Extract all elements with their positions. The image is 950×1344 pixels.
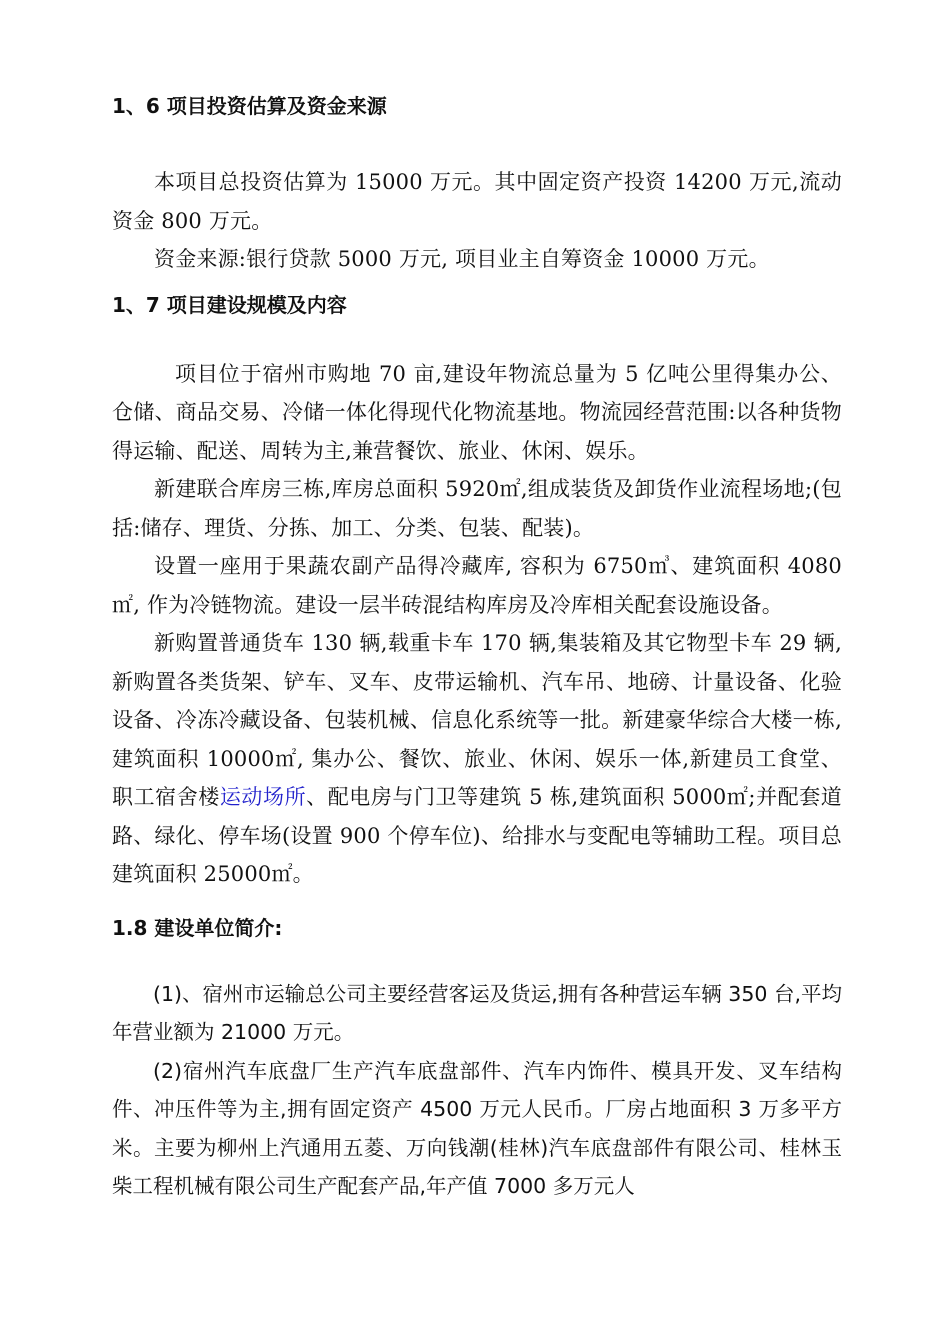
section-heading-1-7: 1、7 项目建设规模及内容 bbox=[112, 292, 347, 317]
paragraph-project-location: 项目位于宿州市购地 70 亩,建设年物流总量为 5 亿吨公里得集办公、仓储、商品交易、冷储一体化得现代化物流基地。物流园经营范围:以各种货物得运输、配送、周转为主,兼营餐饮、旅业、休闲、娱乐。 bbox=[112, 361, 842, 463]
paragraph-vehicles-text-b: 、配电房与门卫等建筑 5 栋,建筑面积 5000㎡;并配套道路、绿化、停车场(设置 900 个停车位)、给排水与变配电等辅助工程。项目总建筑面积 25000㎡。 bbox=[112, 785, 842, 886]
sports-venue-link[interactable]: 运动场所 bbox=[219, 785, 307, 809]
paragraph-company-1: (1)、宿州市运输总公司主要经营客运及货运,拥有各种营运车辆 350 台,平均年营业额为 21000 万元。 bbox=[112, 981, 842, 1044]
paragraph-company-2: (2)宿州汽车底盘厂生产汽车底盘部件、汽车内饰件、模具开发、叉车结构件、冲压件等为主,拥有固定资产 4500 万元人民币。厂房占地面积 3 万多平方米。主要为柳州上汽通用五菱、万向钱潮(桂林)汽车底盘部件有限公司、桂林玉柴工程机械有限公司生产配套产品,年产值 7000 多万元人 bbox=[112, 1058, 842, 1198]
section-heading-1-6: 1、6 项目投资估算及资金来源 bbox=[112, 94, 387, 118]
paragraph-investment-estimate: 本项目总投资估算为 15000 万元。其中固定资产投资 14200 万元,流动资金 800 万元。 bbox=[112, 170, 842, 233]
paragraph-warehouse: 新建联合库房三栋,库房总面积 5920㎡,组成装货及卸货作业流程场地;(包括:储存、理货、分拣、加工、分类、包装、配装)。 bbox=[112, 477, 842, 540]
section-heading-1-8: 1.8 建设单位简介: bbox=[112, 915, 283, 940]
paragraph-cold-storage: 设置一座用于果蔬农副产品得冷藏库, 容积为 6750㎥、建筑面积 4080㎡, 作为冷链物流。建设一层半砖混结构库房及冷库相关配套设施设备。 bbox=[112, 554, 842, 617]
paragraph-funding-source: 资金来源:银行贷款 5000 万元, 项目业主自筹资金 10000 万元。 bbox=[154, 247, 770, 271]
paragraph-vehicles-buildings bbox=[112, 624, 842, 894]
paragraph-vehicles-text-a: 新购置普通货车 130 辆,载重卡车 170 辆,集装箱及其它物型卡车 29 辆,新购置各类货架、铲车、叉车、皮带运输机、汽车吊、地磅、计量设备、化验设备、冷冻冷藏设备、包装机械、信息化系统等一批。新建豪华综合大楼一栋,建筑面积 10000㎡, 集办公、餐饮、旅业、休闲、娱乐一体,新建员工食堂、职工宿舍楼 bbox=[112, 631, 842, 809]
